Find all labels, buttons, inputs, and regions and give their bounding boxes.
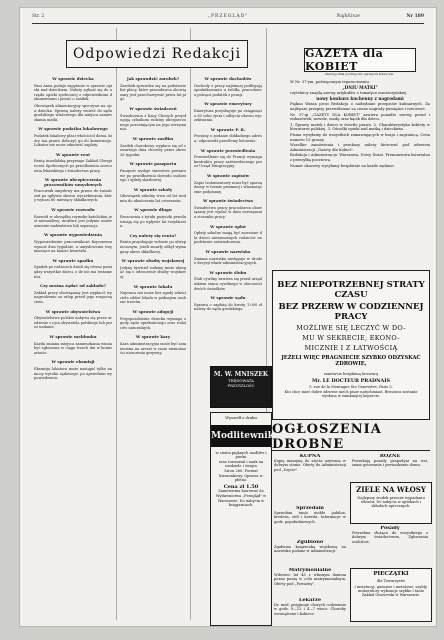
newspaper-page: [20, 8, 436, 626]
running-header: [32, 14, 424, 22]
answer-heading: W sprawie paszportu: [129, 161, 177, 167]
modl-title: Modlitewnik: [211, 425, 271, 447]
classified-text: Poszukuję posady gospodyni na wsi, znam gotowanie i prowadzenie domu.: [352, 458, 428, 467]
modl-text: Stron 260. Format kieszonkowy. Oprawa w płótno.: [219, 468, 263, 483]
answer-text: Obywatelstwo polskie nabywa się przez urodzenie z ojca obywatela polskiego lub przez nadanie.: [34, 316, 112, 330]
gazeta-line: czytelnicy znajdą szereg artykułów o tematyce macierzyńskiej.: [290, 91, 408, 96]
answer-text: Rentę inwalidzką przyznaje Zakład Ubezpieczeń Społecznych po przedłożeniu orzeczenia lekarskiego i świadectwa pracy.: [34, 159, 112, 173]
answer-text: Podatek lokalowy płaci właściciel domu, który ma prawo doliczyć go do komornego. Lokator nie może odmówić zapłaty.: [34, 133, 112, 148]
answer-text: Sprawa o zapłatę do kwoty 1.000 zł należy do sądu grodzkiego.: [194, 302, 262, 312]
gazeta-line: W Nr. 37-ym, poświęconym tegorocznemu: [290, 80, 369, 84]
answer-text: Pracownik umysłowy ma prawo do świadczeń po upływie okresu wyczekiwania, który wynosi 60 miesięcy składkowych.: [34, 189, 112, 203]
classified-text: Zgubiono książeczkę wojskową na nazwisko podane w Administracji.: [274, 544, 346, 553]
answer-heading: Jak sprawdzić zarobek?: [126, 76, 180, 81]
ad-line: JEŻELI WIĘC PRAGNIECIE SZYBKO ODZYSKAĆ ZDROWIE,: [281, 355, 421, 367]
answer-heading: W sprawie sądu: [210, 295, 246, 301]
classifieds-heading: OGŁOSZENIA DROBNE: [272, 422, 382, 452]
gazeta-line: Numer okazowy wysyłamy bezpłatnie na każde żądanie.: [290, 163, 395, 168]
answer-heading: Czy należy się renta?: [129, 232, 177, 238]
answer-text: Świadectwo pracy pracodawca obowiązany jest wydać w dniu rozwiązania stosunku pracy.: [194, 205, 262, 220]
gazeta-line: Pisma wysyłamy do wszystkich zamawiających w kraju i zagranicą. Cena numeru 15 groszy.: [290, 132, 430, 142]
gazeta-line: Redakcja i Administracja: Warszawa, Nowy Świat. Prenumerata kwartalna z przesyłką pocztową.: [290, 153, 430, 162]
answer-heading: W sprawie emerytury: [204, 101, 252, 107]
classified-text: Potrzebna służąca do wszystkiego z dobrym świadectwem. Zgłoszenia osobiście.: [352, 530, 428, 544]
answer-text: Zasiłek chorobowy wypłaca się od czwartego dnia choroby przez okres 26 tygodni.: [120, 143, 186, 157]
answer-heading: W sprawie P. R.: [210, 126, 246, 132]
ad-line: MOŻLIWE SIĘ LECZYĆ W DO-: [296, 324, 406, 332]
column-divider: [190, 28, 191, 620]
answer-heading: W sprawie lokalu: [133, 283, 173, 289]
classified-ad: [352, 526, 428, 564]
answer-text: Emerytura przysługuje po osiągnięciu 65 roku życia i odbyciu okresu wyczekiwania.: [194, 108, 262, 123]
answer-heading: Czy można żądać od zakładu?: [40, 283, 106, 289]
answer-heading: W sprawie podatku lokalowego: [38, 126, 108, 132]
answer-text: Przysposobienie dziecka wymaga zgody sądu opiekuńczego oraz rodziców naturalnych.: [120, 316, 186, 330]
answer-text: Najemca nie może bez zgody właściciela oddać lokalu w podnajem osobom trzecim.: [120, 291, 186, 305]
answer-text: Jedyny żywiciel rodziny może ubiegać się o odroczenie służby wojskowej.: [120, 265, 186, 279]
pieczatki-subtitle: dla Towarzystw: [376, 579, 406, 583]
answer-text: Kara administracyjna może być zamieniona na areszt w razie niemożności uiszczenia grzywny.: [120, 341, 186, 356]
answer-heading: W sprawie rozwodu: [51, 207, 95, 213]
header-italic-note: Najbliższe: [336, 14, 360, 19]
gazeta-line: Nr. 37-gi „GAZETY DLA KOBIET" zawiera ponadto szereg porad i wskazówek, nowele, modę oraz kącik dla dzieci.: [290, 112, 430, 122]
zioll-text: Najlepszy środek przeciw wypadaniu włosów. Do nabycia w aptekach i składach aptecznych.: [357, 496, 425, 508]
header-issue-number: Nr 189: [406, 14, 424, 19]
classified-ad: [274, 540, 346, 566]
answer-heading: W sprawie świadczeń: [129, 105, 177, 111]
answer-text: Ślub cywilny zawiera się przed urzędnikiem stanu cywilnego w obecności dwóch świadków.: [194, 277, 262, 291]
classified-ad: [274, 568, 346, 596]
modl-price: Cena zł 1.50: [223, 483, 259, 490]
answer-heading: W sprawie opłat: [210, 223, 246, 229]
answer-heading: W sprawie ubezpieczenia pracowników umysłowych: [44, 177, 102, 187]
answer-heading: W sprawie meldunku: [49, 333, 97, 339]
answers-column-1: [34, 74, 112, 620]
gazeta-line: „DNIU MATKI": [342, 84, 378, 90]
answer-heading: W sprawie dochodów: [204, 76, 252, 81]
classifieds-rule: [272, 450, 430, 451]
gazeta-masthead: GAZETA dla KOBIET: [304, 48, 416, 72]
ad-line: zamówcie bezpłatną broszurę: [323, 372, 379, 376]
answer-heading: W sprawie świadectwa: [203, 198, 253, 204]
modl-intro: Wyszedł z druku: [225, 415, 257, 420]
answer-heading: W sprawie ślubu: [209, 269, 247, 275]
header-page-number: Str. 2: [32, 14, 45, 19]
book-title: TRĘDOWATA: [228, 378, 254, 383]
answer-heading: W sprawie spadku: [52, 257, 94, 263]
answer-heading: W sprawie zasiłku: [132, 135, 174, 141]
answer-heading: W sprawie służby wojskowej: [121, 258, 185, 264]
ad-advertiser-name: Mr. LE DOCTEUR PRADNAIS: [312, 378, 390, 384]
classified-ad: [274, 506, 346, 538]
book-advertisement-mniszek: [210, 366, 272, 408]
header-paper-name: „PRZEGLĄD": [207, 14, 249, 19]
column-divider: [116, 28, 117, 620]
classified-ad: [274, 598, 346, 622]
modl-text: w cieniu pięknych modlitw i pieśni: [215, 450, 267, 460]
gazeta-line: Wszelkie zamówienia i przekazy należy kierować pod adresem Administracji „Gazety dla Kobiet".: [290, 143, 430, 152]
gazeta-subtitle: dwutygodnik poświęcony sprawom kobiecym: [324, 72, 394, 76]
answer-heading: W sprawie kary: [135, 334, 171, 340]
zioll-title: ZIELE NA WŁOSY: [356, 485, 426, 494]
header-rule: [32, 23, 424, 24]
classified-category: Posady: [380, 526, 400, 531]
ad-line: MICZNIE I Z ŁATWOŚCIĄ: [304, 344, 398, 352]
answer-text: Opłaty szkolne mogą być zniesione dla dzieci niezamożnych rodziców na podstawie zaświadczenia.: [194, 231, 262, 245]
answer-text: Świadczenia z Kasy Chorych przysługują członkom rodziny ubezpieczonego pozostającym na jego utrzymaniu.: [120, 113, 186, 132]
answers-column-3: [194, 74, 262, 362]
gazeta-line: Piękna Wasza prosi Redakcja o nadsyłanie przepisów kulinarnych. Za najlepsze przepisy przewidziane są cenne nagrody pieniężne i rzeczowe.: [290, 102, 430, 111]
ad-line: MU W SEKRECIE, EKONO-: [302, 334, 400, 342]
answer-heading: W sprawie długu: [134, 207, 172, 213]
ad-headline-2: BEZ PRZERW W CODZIENNEJ PRACY: [278, 302, 424, 322]
answer-heading: W sprawie przesiedlenia: [200, 147, 256, 153]
answer-text: Zarobek sprawdza się na podstawie list płacy, które pracodawca obowiązany jest przechowywać przez lat pięć.: [120, 83, 186, 102]
answer-heading: W sprawie nazwiska: [205, 249, 251, 255]
classified-category: Sprzedam: [296, 506, 324, 511]
pieczatki-text: i instytucyj, gumowe i metalowe, szyldy, numeratory wykonuje szybko i tanio Zakład Grawerski w Warszawie.: [354, 585, 428, 597]
classified-category: Lekarze: [298, 598, 322, 603]
pieczatki-title: PIECZĄTKI: [373, 571, 409, 577]
book-author: M. W. MNISZEK: [213, 371, 269, 378]
answer-text: Prosimy o podanie dokładnego adresu; odpowiedź prześlemy listownie.: [194, 134, 262, 143]
health-advertisement: [272, 270, 430, 420]
classified-text: Wdowiec lat 45 z własnym domem pozna panią w celu matrymonialnym. Oferty pod „Poważny".: [274, 572, 346, 586]
answer-text: Renta przysługuje wdowie po ubezpieczonym, jeżeli zmarły odbył wymagany okres składkowy.: [120, 240, 186, 254]
stamps-advertisement: [350, 568, 432, 622]
answer-text: Obowiązek szkolny trwa od lat siedmiu do ukończenia lat czternastu.: [120, 194, 186, 203]
answer-heading: W sprawie adopcji: [132, 308, 174, 314]
modl-text: Zamówienia kierować do Wydawnictwa „Przegląd" w Warszawie. Do nabycia w księgarniach.: [215, 489, 267, 508]
answer-text: Każda zmiana miejsca zamieszkania winna być zgłoszona w ciągu trzech dni w komisariacie.: [34, 341, 112, 355]
answer-text: Zapis testamentowy musi być sporządzony w formie pisemnej i własnoręcznie podpisany.: [194, 180, 262, 194]
classified-category: Zgubiono: [296, 540, 324, 545]
gazeta-announcement: [290, 80, 430, 169]
answer-text: Wypowiedzenie pracownikowi fizycznemu wynosi dwa tygodnie, a umysłowemu trzy miesiące na koniec kwartału.: [34, 240, 112, 254]
classified-ad: [274, 454, 346, 504]
classified-category: KUPNA: [299, 454, 321, 459]
hair-herb-advertisement: [350, 482, 432, 524]
prayer-book-advertisement: [210, 412, 272, 626]
ad-address: 5, rue de la Montagne Ste Geneviève, Paris 5.: [309, 385, 393, 389]
answer-heading: W sprawie wypowiedzenia: [44, 232, 102, 238]
answer-text: Zmiana nazwiska następuje w drodze decyzji władz administracyjnych.: [194, 256, 262, 266]
answer-text: Obowiązek alimentacyjny spoczywa na ojcu dziecka. Sprawę należy wnieść do sądu grodzkiego właściwego dla miejsca zamieszkania matki.: [34, 103, 112, 122]
answer-text: Eksmisja lokatora może nastąpić tylko na mocy wyroku sądowego, po uprzednim wypowiedzeniu.: [34, 366, 112, 381]
gazeta-line: nowy konkurs kuchenny z nagrodami: [316, 95, 404, 101]
answer-heading: W sprawie szkoły: [133, 186, 173, 192]
modl-text: oraz rozważań i nauk na niedziele i święta: [218, 459, 264, 469]
section-title: Odpowiedzi Redakcji: [66, 40, 248, 68]
classified-category: Matrymonialne: [288, 568, 332, 573]
classified-text: Sprzedam tanio meble jadalne, kredens, stół i krzesła. Informacje w godz. popołudniowych.: [274, 510, 346, 524]
classified-text: Dr. med. przyjmuje chorych codziennie w godz. 9—12 i 4—7 wiecz. Choroby wewnętrzne i kobiece.: [274, 602, 346, 616]
answer-heading: W sprawie rent: [56, 151, 90, 157]
gazeta-line: 1. Sprawy matek i dzieci w świetle prawa. 2. Charakterystyka kobiety w literaturze polskiej. 3. Ośrodki opieki nad matką i dzieckiem.: [290, 122, 430, 132]
classified-text: Kupię maszynę do szycia używaną w dobrym stanie. Oferty do Administracji pod „Szycie".: [274, 458, 346, 472]
classified-ad: [352, 454, 428, 480]
classified-category: ROŻNE: [379, 454, 401, 459]
answer-heading: W sprawie obywatelstwa: [45, 308, 101, 314]
answer-heading: W sprawie dziecka: [52, 76, 94, 81]
answer-heading: W sprawie eksmisji: [51, 359, 95, 365]
answer-text: Spadek po rodzicach dzieli się równo pomiędzy wszystkie dzieci, o ile nie ma testamentu.: [34, 265, 112, 279]
book-title: PRZYSZŁOŚĆ: [227, 383, 255, 388]
ad-headline-1: BEZ NIEPOTRZEBNEJ STRATY CZASU: [277, 280, 425, 300]
ad-line: Kto chce mieć dobre zdrowie niech pisze natychmiast. Broszura zostanie wysłana w zamkniętej kopercie.: [284, 390, 418, 398]
answer-text: Dochody z pracy najemnej podlegają opodatkowaniu u źródła; pracodawca potrąca podatek z pensji.: [194, 83, 262, 97]
answers-column-2: [120, 74, 186, 620]
answer-text: Rozwód w obrządku rzymsko-katolickim jest niemożliwy; możliwe jest jedynie unieważnienie małżeństwa lub separacja.: [34, 214, 112, 228]
answer-text: Pani Anna podaje zapytanie w sprawie opieki nad dzieckiem. Należy zgłosić się do urzędu opieki społecznej z odpowiednimi dokumentami i prosić o zasiłek.: [34, 83, 112, 102]
answer-text: Zakład pracy obowiązany jest wypłacić wynagrodzenie za urlop przed jego rozpoczęciem.: [34, 290, 112, 304]
answer-text: Przesiedlenie się do Francji wymaga kontraktu pracy zatwierdzonego przez Urząd Emigracyjny.: [194, 155, 262, 169]
answer-text: Paszport wydaje starostwo powiatowe po przedłożeniu dowodu osobistego i opłaty skarbowej.: [120, 168, 186, 183]
answer-heading: W sprawie zapisów: [206, 172, 250, 178]
answer-text: Roszczenia z tytułu pożyczki przedawniają się po upływie lat trzydziestu.: [120, 215, 186, 229]
